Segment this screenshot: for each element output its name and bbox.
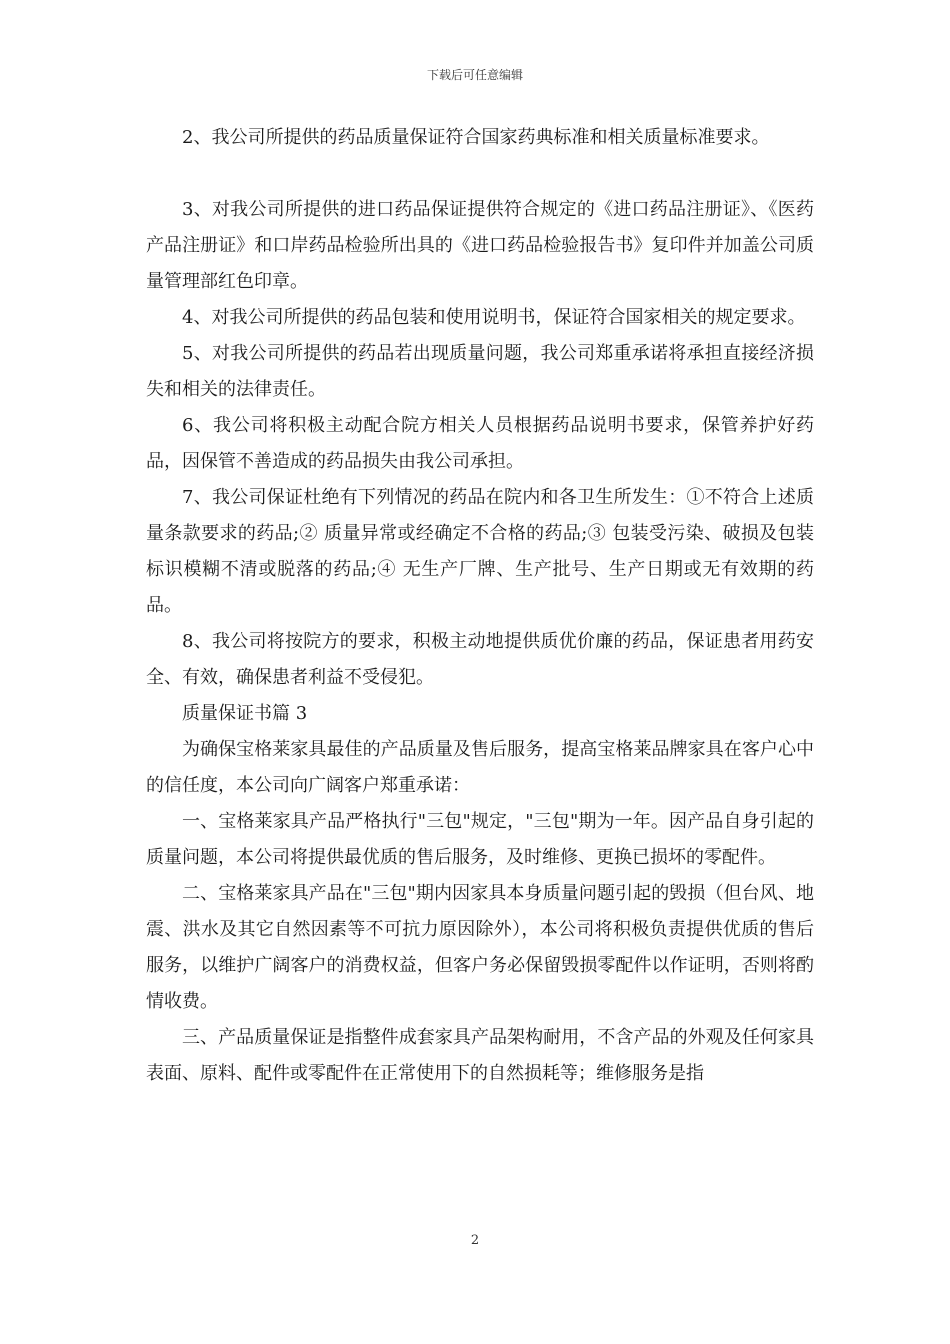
paragraph-clause-3: 三、产品质量保证是指整件成套家具产品架构耐用，不含产品的外观及任何家具表面、原料、配件或零配件在正常使用下的自然损耗等；维修服务是指 bbox=[146, 1027, 814, 1084]
paragraph-item-2: 2、我公司所提供的药品质量保证符合国家药典标准和相关质量标准要求。 bbox=[182, 127, 770, 148]
page-number: 2 bbox=[470, 1233, 480, 1248]
page-header: 下载后可任意编辑 bbox=[426, 68, 523, 82]
paragraph-item-5: 5、对我公司所提供的药品若出现质量问题，我公司郑重承诺将承担直接经济损失和相关的法律责任。 bbox=[146, 343, 814, 400]
paragraph-item-6: 6、我公司将积极主动配合院方相关人员根据药品说明书要求，保管养护好药品，因保管不善造成的药品损失由我公司承担。 bbox=[146, 415, 814, 472]
paragraph-item-4: 4、对我公司所提供的药品包装和使用说明书，保证符合国家相关的规定要求。 bbox=[182, 307, 806, 328]
paragraph-item-8: 8、我公司将按院方的要求，积极主动地提供质优价廉的药品，保证患者用药安全、有效，确保患者利益不受侵犯。 bbox=[146, 631, 814, 688]
paragraph-item-3: 3、对我公司所提供的进口药品保证提供符合规定的《进口药品注册证》、《医药产品注册证》和口岸药品检验所出具的《进口药品检验报告书》复印件并加盖公司质量管理部红色印章。 bbox=[146, 199, 814, 292]
paragraph-intro: 为确保宝格莱家具最佳的产品质量及售后服务，提高宝格莱品牌家具在客户心中的信任度，本公司向广阔客户郑重承诺： bbox=[146, 739, 814, 796]
document-body bbox=[146, 120, 814, 1092]
paragraph-item-7: 7、我公司保证杜绝有下列情况的药品在院内和各卫生所发生：①不符合上述质量条款要求的药品;② 质量异常或经确定不合格的药品;③ 包装受污染、破损及包装标识模糊不清或脱落的药品;④ 无生产厂牌、生产批号、生产日期或无有效期的药品。 bbox=[146, 487, 814, 616]
paragraph-clause-1: 一、宝格莱家具产品严格执行"三包"规定，"三包"期为一年。因产品自身引起的质量问题，本公司将提供最优质的售后服务，及时维修、更换已损坏的零配件。 bbox=[146, 811, 814, 868]
section-heading: 质量保证书篇 3 bbox=[182, 703, 308, 724]
paragraph-clause-2: 二、宝格莱家具产品在"三包"期内因家具本身质量问题引起的毁损（但台风、地震、洪水及其它自然因素等不可抗力原因除外），本公司将积极负责提供优质的售后服务，以维护广阔客户的消费权益，但客户务必保留毁损零配件以作证明，否则将酌情收费。 bbox=[146, 883, 814, 1012]
